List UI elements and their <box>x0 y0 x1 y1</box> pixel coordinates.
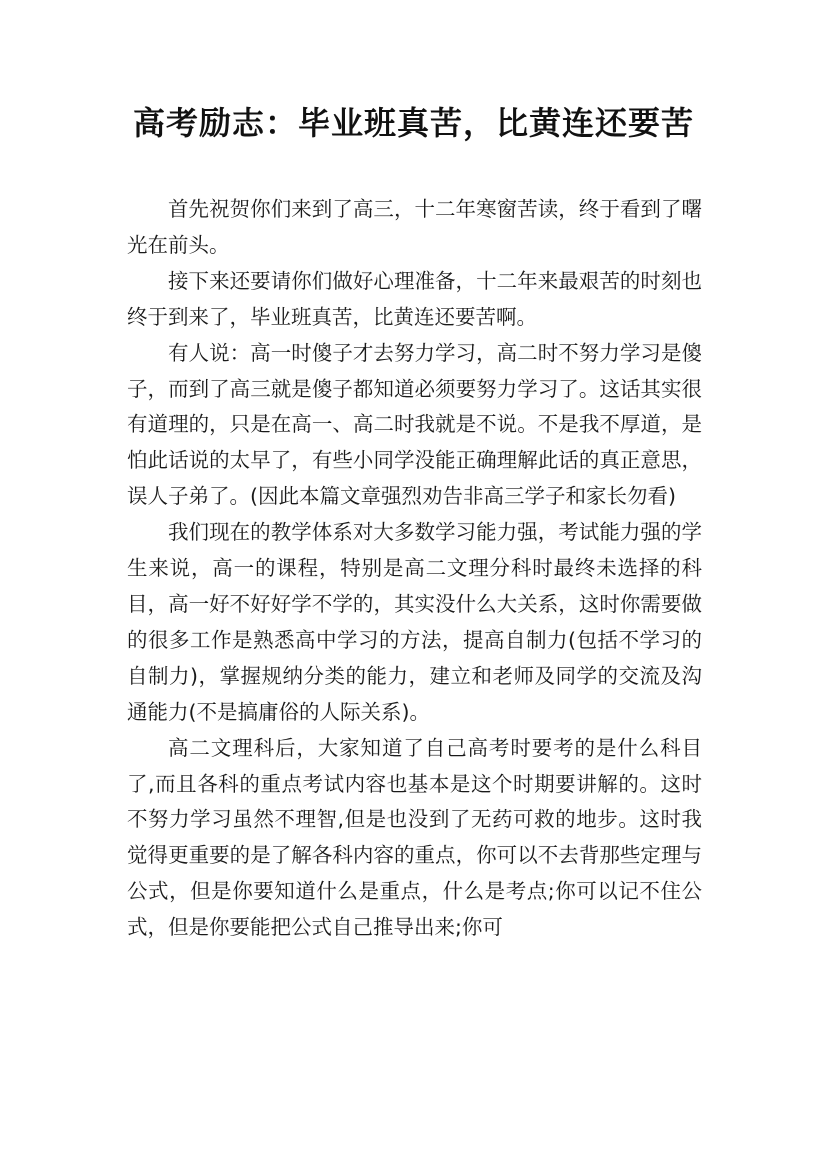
paragraph-3: 有人说：高一时傻子才去努力学习，高二时不努力学习是傻子，而到了高三就是傻子都知道必须要努力学习了。这话其实很有道理的，只是在高一、高二时我就是不说。不是我不厚道，是怕此话说的太早了，有些小同学没能正确理解此话的真正意思，误人子弟了。(因此本篇文章强烈劝告非高三学子和家长勿看) <box>127 340 702 509</box>
paragraph-5: 高二文理科后，大家知道了自己高考时要考的是什么科目了,而且各科的重点考试内容也基本是这个时期要讲解的。这时不努力学习虽然不理智,但是也没到了无药可救的地步。这时我觉得更重要的是了解各科内容的重点，你可以不去背那些定理与公式，但是你要知道什么是重点，什么是考点;你可以记不住公式，但是你要能把公式自己推导出来;你可 <box>127 735 702 940</box>
paragraph-4: 我们现在的教学体系对大多数学习能力强，考试能力强的学生来说，高一的课程，特别是高二文理分科时最终未选择的科目，高一好不好好学不学的，其实没什么大关系，这时你需要做的很多工作是熟悉高中学习的方法，提高自制力(包括不学习的自制力)，掌握规纳分类的能力，建立和老师及同学的交流及沟通能力(不是搞庸俗的人际关系)。 <box>127 520 702 724</box>
paragraph-1: 首先祝贺你们来到了高三，十二年寒窗苦读，终于看到了曙光在前头。 <box>127 197 702 257</box>
document-body <box>127 192 702 946</box>
page-title: 高考励志：毕业班真苦，比黄连还要苦 <box>132 104 694 142</box>
paragraph-2: 接下来还要请你们做好心理准备，十二年来最艰苦的时刻也终于到来了，毕业班真苦，比黄连还要苦啊。 <box>127 268 702 329</box>
